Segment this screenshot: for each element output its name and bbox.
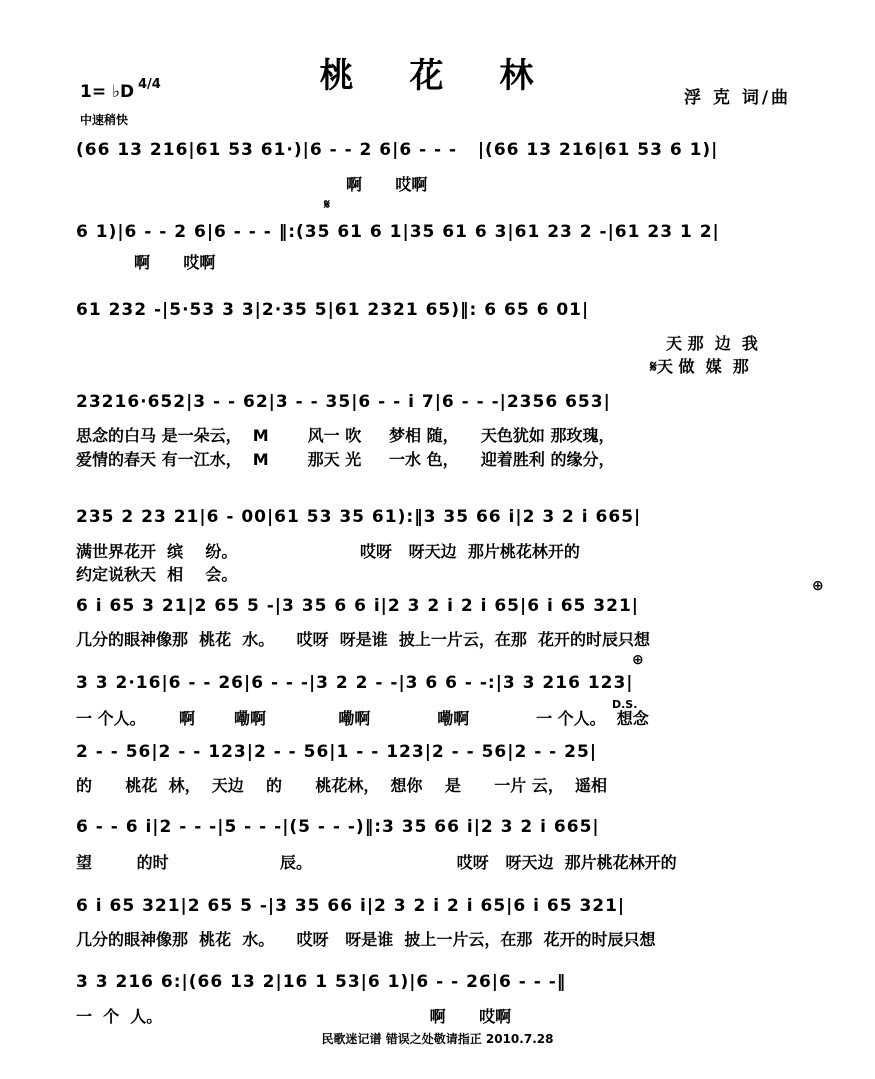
lyrics-row-5a: 满世界花开 缤 纷。 哎呀 呀天边 那片桃花林开的 bbox=[76, 542, 580, 561]
lyrics-row-5b: 约定说秋天 相 会。 bbox=[76, 565, 238, 584]
notes-row-7: 3 3 2·16|6 - - 26|6 - - -|3 2 2 - -|3 6 6 - -:|3 3 216 123| bbox=[76, 673, 634, 693]
notes-row-4: 23216·652|3 - - 62|3 - - 35|6 - - i 7|6 - - -|2356 653| bbox=[76, 392, 611, 412]
lyrics-row-11: 一 个 人。 啊 哎啊 bbox=[76, 1007, 512, 1026]
lyrics-row-9: 望 的时 辰。 哎呀 呀天边 那片桃花林开的 bbox=[76, 853, 677, 872]
time-signature: 4/4 bbox=[138, 77, 161, 92]
notes-row-6: 6 i 65 3 21|2 65 5 -|3 35 6 6 i|2 3 2 i 2 i 65|6 i 65 321| bbox=[76, 596, 639, 616]
lyrics-row-2: 啊 哎啊 bbox=[134, 253, 216, 272]
lyrics-row-3a: 天 那 边 我 bbox=[666, 334, 758, 353]
notes-row-5: 235 2 23 21|6 - 00|61 53 35 61):‖3 35 66 i|2 3 2 i 665| bbox=[76, 507, 642, 527]
tempo-marking: 中速稍快 bbox=[80, 113, 129, 127]
notes-row-11: 3 3 216 6:|(66 13 2|16 1 53|6 1)|6 - - 26|6 - - -‖ bbox=[76, 972, 567, 992]
segno-icon: 𝄋 bbox=[324, 197, 331, 213]
lyrics-row-7: 一 个人。 啊 嘞啊 嘞啊 嘞啊 一 个人。 想念 bbox=[76, 709, 649, 728]
footer-note: 民歌迷记谱 错误之处敬请指正 2010.7.28 bbox=[321, 1032, 554, 1046]
lyrics-row-4b: 爱情的春天 有一江水， M 那天 光 一水 色， 迎着胜利 的缘分， bbox=[76, 450, 615, 469]
lyrics-row-1: 啊 哎啊 bbox=[346, 175, 428, 194]
notes-row-2: 6 1)|6 - - 2 6|6 - - - ‖:(35 61 6 1|35 61 6 3|61 23 2 -|61 23 1 2| bbox=[76, 222, 720, 242]
lyrics-row-6: 几分的眼神像那 桃花 水。 哎呀 呀是谁 披上一片云，在那 花开的时辰只想 bbox=[76, 630, 650, 649]
lyrics-row-10: 几分的眼神像那 桃花 水。 哎呀 呀是谁 披上一片云，在那 花开的时辰只想 bbox=[76, 930, 656, 949]
notes-row-1: (66 13 216|61 53 61·)|6 - - 2 6|6 - - - |(66 13 216|61 53 6 1)| bbox=[76, 140, 719, 160]
notes-row-3: 61 232 -|5·53 3 3|2·35 5|61 2321 65)‖: 6 65 6 01| bbox=[76, 300, 590, 320]
coda-icon: ⊕ bbox=[812, 578, 824, 594]
author-credit: 浮 克 词/曲 bbox=[684, 88, 792, 108]
coda-icon-2: ⊕ bbox=[632, 652, 644, 668]
lyrics-row-3b: 𝄋天 做 媒 那 bbox=[650, 357, 749, 376]
notes-row-8: 2 - - 56|2 - - 123|2 - - 56|1 - - 123|2 - - 56|2 - - 25| bbox=[76, 742, 598, 762]
key-signature: 1= ♭D bbox=[80, 82, 135, 102]
notes-row-9: 6 - - 6 i|2 - - -|5 - - -|(5 - - -)‖:3 35 66 i|2 3 2 i 665| bbox=[76, 817, 600, 837]
notes-row-10: 6 i 65 321|2 65 5 -|3 35 66 i|2 3 2 i 2 i 65|6 i 65 321| bbox=[76, 896, 626, 916]
ds-marking: D.S. bbox=[612, 698, 638, 711]
lyrics-row-8: 的 桃花 林， 天边 的 桃花林， 想你 是 一片 云， 遥相 bbox=[76, 776, 607, 795]
song-title: 桃 花 林 bbox=[319, 56, 556, 96]
lyrics-row-4a: 思念的白马 是一朵云， M 风一 吹 梦相 随， 天色犹如 那玫瑰， bbox=[76, 426, 615, 445]
